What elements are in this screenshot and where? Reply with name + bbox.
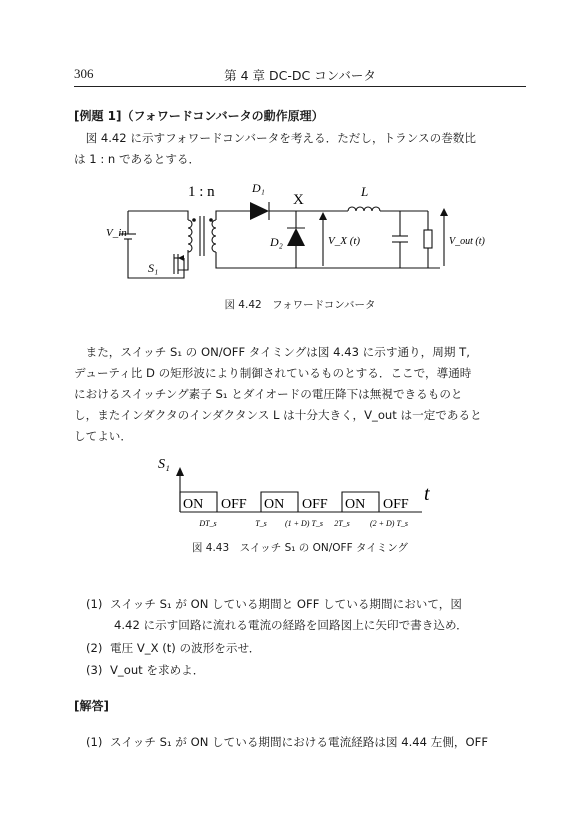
tick-label: (2 + D) T_s bbox=[369, 519, 409, 528]
state-label: ON bbox=[345, 497, 366, 512]
page-number: 306 bbox=[74, 66, 94, 81]
body-paragraph bbox=[74, 342, 526, 447]
running-head bbox=[74, 66, 526, 87]
tick-label: (1 + D) T_s bbox=[284, 519, 324, 528]
x-axis-label: t bbox=[424, 483, 430, 505]
wire bbox=[216, 211, 250, 220]
state-label: OFF bbox=[302, 497, 328, 512]
answer-number: (1) bbox=[86, 735, 103, 749]
node-x-label: X bbox=[293, 192, 304, 208]
body-line: し，またインダクタのインダクタンス L は十分大きく，V_out は一定であると bbox=[74, 408, 482, 422]
question-number: (2) bbox=[86, 641, 103, 655]
inductor bbox=[348, 207, 380, 211]
tick-label: 2T_s bbox=[334, 519, 350, 528]
chapter-title: 第 4 章 DC-DC コンバータ bbox=[224, 68, 376, 83]
secondary-winding bbox=[212, 220, 216, 252]
question-number: (3) bbox=[86, 663, 103, 677]
question-item bbox=[86, 638, 526, 659]
primary-winding bbox=[188, 220, 192, 252]
switch-timing-diagram bbox=[150, 452, 450, 534]
figure-443-caption: 図 4.43 スイッチ S₁ の ON/OFF タイミング bbox=[191, 542, 409, 554]
turns-ratio-label: 1 : n bbox=[188, 184, 215, 200]
diode-d1 bbox=[250, 202, 269, 220]
question-item bbox=[86, 594, 526, 636]
wire bbox=[216, 252, 231, 268]
question-text: V_out を求めよ． bbox=[110, 663, 205, 677]
state-label: OFF bbox=[383, 497, 409, 512]
body-line: デューティ比 D の矩形波により制御されているものとする．ここで，導通時 bbox=[74, 366, 472, 380]
intro-paragraph bbox=[74, 128, 526, 170]
mosfet-arrow bbox=[178, 255, 184, 261]
question-number: (1) bbox=[86, 597, 103, 611]
forward-converter-circuit bbox=[100, 178, 500, 290]
arrowhead bbox=[440, 208, 448, 216]
body-line: また，スイッチ S₁ の ON/OFF タイミングは図 4.43 に示す通り，周期 T, bbox=[85, 345, 470, 359]
inductor-label: L bbox=[361, 184, 369, 199]
body-line: におけるスイッチング素子 S₁ とダイオードの電圧降下は無視できるものと bbox=[74, 387, 463, 401]
state-label: ON bbox=[183, 497, 204, 512]
question-item bbox=[86, 660, 526, 681]
vx-label: V_X (t) bbox=[328, 235, 361, 247]
question-text: 電圧 V_X (t) の波形を示せ． bbox=[110, 641, 261, 655]
question-text: スイッチ S₁ が ON している期間と OFF している期間において，図 bbox=[110, 597, 462, 611]
question-text: 4.42 に示す回路に流れる電流の経路を回路図上に矢印で書き込め． bbox=[114, 618, 468, 632]
d2-label: D₂ bbox=[270, 235, 283, 249]
state-label: OFF bbox=[221, 497, 247, 512]
polarity-dot bbox=[192, 218, 196, 222]
vout-label: V_out (t) bbox=[449, 236, 485, 247]
s1-label: S₁ bbox=[148, 261, 159, 275]
arrowhead bbox=[319, 212, 327, 220]
y-axis-label: S₁ bbox=[158, 457, 170, 472]
example-heading: [例題 1]（フォワードコンバータの動作原理） bbox=[74, 109, 324, 123]
load-resistor bbox=[424, 230, 432, 248]
tick-label: DT_s bbox=[199, 519, 217, 528]
d1-label: D₁ bbox=[252, 181, 265, 195]
intro-line: は 1 : n であるとする． bbox=[74, 152, 201, 166]
diode-d2 bbox=[287, 228, 305, 246]
y-axis-arrowhead bbox=[176, 467, 184, 476]
figure-442-caption: 図 4.42 フォワードコンバータ bbox=[224, 299, 376, 311]
answer-item bbox=[86, 732, 526, 753]
answer-text: スイッチ S₁ が ON している期間における電流経路は図 4.44 左側，OFF bbox=[110, 735, 488, 749]
wire bbox=[128, 211, 188, 220]
intro-line: 図 4.42 に示すフォワードコンバータを考える．ただし，トランスの巻数比 bbox=[85, 131, 476, 145]
tick-label: T_s bbox=[255, 519, 267, 528]
vin-label: V_in bbox=[106, 227, 127, 239]
answer-heading: [解答] bbox=[74, 699, 109, 713]
state-label: ON bbox=[264, 497, 285, 512]
body-line: してよい． bbox=[74, 429, 132, 443]
polarity-dot bbox=[209, 218, 213, 222]
